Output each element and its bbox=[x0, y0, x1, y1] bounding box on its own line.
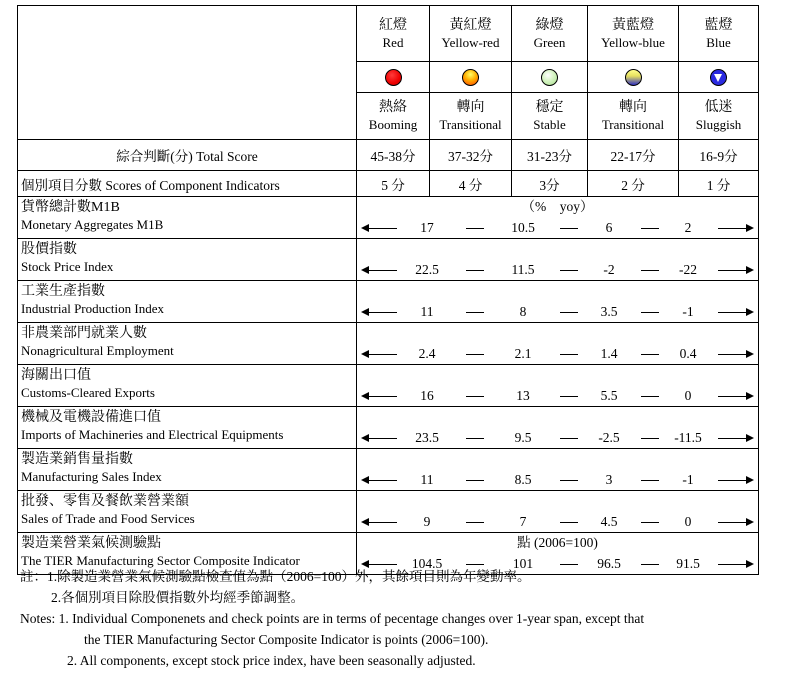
indicator-row bbox=[18, 197, 759, 239]
light-cell-yellow-red bbox=[430, 62, 512, 93]
component-score-row bbox=[18, 171, 759, 197]
component-score-value: 5 分 bbox=[357, 171, 430, 197]
check-point-value: 0.4 bbox=[679, 346, 697, 361]
check-point-value: 3 bbox=[605, 472, 613, 487]
state-en: Stable bbox=[533, 117, 566, 132]
indicator-name bbox=[18, 449, 357, 491]
indicator-values bbox=[357, 323, 759, 365]
check-point-value: 101 bbox=[512, 556, 534, 571]
check-point-value: 22.5 bbox=[415, 262, 439, 277]
check-point-value: -11.5 bbox=[674, 430, 702, 445]
indicator-name-zh: 非農業部門就業人數 bbox=[21, 326, 147, 341]
signal-name-en: Yellow-red bbox=[441, 34, 500, 50]
state-en: Booming bbox=[368, 117, 418, 132]
check-point-value: 2.1 bbox=[514, 346, 532, 361]
indicator-name-zh: 製造業營業氣候測驗點 bbox=[21, 536, 161, 551]
indicator-row bbox=[18, 491, 759, 533]
yellow-red-light-icon bbox=[462, 69, 479, 86]
total-score-value: 31-23分 bbox=[512, 140, 588, 171]
indicator-name-en: Industrial Production Index bbox=[21, 301, 164, 316]
indicator-name-en: Imports of Machineries and Electrical Equipments bbox=[21, 427, 284, 442]
check-point-value: 1.4 bbox=[600, 346, 618, 361]
indicator-row bbox=[18, 281, 759, 323]
header-empty-cell bbox=[18, 6, 357, 140]
note-en-2: 2. All components, except stock price index, have been seasonally adjusted. bbox=[67, 653, 476, 668]
total-score-row bbox=[18, 140, 759, 171]
check-point-value: 104.5 bbox=[411, 556, 443, 571]
note-zh-2: 2.各個別項目除股價指數外均經季節調整。 bbox=[51, 590, 305, 605]
check-point-value: 11.5 bbox=[511, 262, 535, 277]
indicator-name-zh: 工業生產指數 bbox=[21, 284, 105, 299]
indicator-values bbox=[357, 197, 759, 239]
indicator-name-en: The TIER Manufacturing Sector Composite Indicator bbox=[21, 553, 300, 568]
check-point-value: 6 bbox=[605, 220, 613, 235]
check-point-value: 3.5 bbox=[600, 304, 618, 319]
indicator-values bbox=[357, 491, 759, 533]
indicator-name-zh: 股價指數 bbox=[21, 242, 77, 257]
total-score-value: 16-9分 bbox=[679, 140, 759, 171]
signal-name-zh: 藍燈 bbox=[704, 17, 733, 33]
check-point-value: 91.5 bbox=[676, 556, 700, 571]
signal-header-yellow-red bbox=[430, 6, 512, 62]
signal-header-yellow-blue bbox=[588, 6, 679, 62]
indicator-name-en: Customs-Cleared Exports bbox=[21, 385, 155, 400]
blue-light-icon bbox=[710, 69, 727, 86]
note-en-1-cont: the TIER Manufacturing Sector Composite Indicator is points (2006=100). bbox=[84, 632, 489, 647]
indicator-name bbox=[18, 281, 357, 323]
indicator-name bbox=[18, 491, 357, 533]
state-zh: 低迷 bbox=[704, 100, 733, 115]
signal-name-en: Blue bbox=[706, 34, 731, 50]
indicator-values bbox=[357, 449, 759, 491]
indicator-name-zh: 海關出口值 bbox=[21, 368, 91, 383]
check-point-value: 10.5 bbox=[511, 220, 535, 235]
check-point-value: 11 bbox=[420, 304, 434, 319]
light-cell-yellow-blue bbox=[588, 62, 679, 93]
light-cell-red bbox=[357, 62, 430, 93]
indicator-name bbox=[18, 365, 357, 407]
check-point-value: -2.5 bbox=[598, 430, 620, 445]
note-zh-1: 註：1.除製造業營業氣候測驗點檢查值為點（2006=100）外，其餘項目則為年變動率。 bbox=[20, 569, 531, 584]
indicator-name-en: Monetary Aggregates M1B bbox=[21, 217, 164, 232]
check-point-value: -22 bbox=[679, 262, 697, 277]
check-point-value: 5.5 bbox=[600, 388, 618, 403]
signal-name-zh: 綠燈 bbox=[535, 17, 564, 33]
check-point-value: 8.5 bbox=[514, 472, 532, 487]
state-en: Transitional bbox=[601, 117, 665, 132]
state-cell-green bbox=[512, 93, 588, 140]
check-point-value: 23.5 bbox=[415, 430, 439, 445]
indicator-row bbox=[18, 239, 759, 281]
total-score-value: 22-17分 bbox=[588, 140, 679, 171]
indicator-name-zh: 機械及電機設備進口值 bbox=[21, 410, 161, 425]
check-point-value: 13 bbox=[516, 388, 530, 403]
indicator-name bbox=[18, 197, 357, 239]
check-point-value: -1 bbox=[682, 304, 694, 319]
indicator-name bbox=[18, 407, 357, 449]
state-cell-red bbox=[357, 93, 430, 140]
indicator-values bbox=[357, 281, 759, 323]
signal-name-en: Yellow-blue bbox=[601, 34, 665, 50]
total-score-value: 45-38分 bbox=[357, 140, 430, 171]
indicator-name-en: Sales of Trade and Food Services bbox=[21, 511, 195, 526]
check-point-value: 96.5 bbox=[597, 556, 621, 571]
check-point-value: 2 bbox=[684, 220, 692, 235]
indicator-name bbox=[18, 239, 357, 281]
red-light-icon bbox=[385, 69, 402, 86]
signal-name-en: Red bbox=[382, 34, 404, 50]
indicator-name-zh: 貨幣總計數M1B bbox=[21, 200, 120, 215]
indicator-row bbox=[18, 449, 759, 491]
state-cell-yellow-blue bbox=[588, 93, 679, 140]
indicator-name-zh: 製造業銷售量指數 bbox=[21, 452, 133, 467]
state-cell-blue bbox=[679, 93, 759, 140]
check-point-value: 0 bbox=[684, 388, 692, 403]
signal-header-blue bbox=[679, 6, 759, 62]
green-light-icon bbox=[541, 69, 558, 86]
indicator-values bbox=[357, 407, 759, 449]
check-point-value: 9.5 bbox=[514, 430, 532, 445]
check-point-value: -1 bbox=[682, 472, 694, 487]
total-score-label: 綜合判斷(分) Total Score bbox=[18, 140, 357, 171]
state-zh: 熱絡 bbox=[379, 100, 407, 115]
light-cell-green bbox=[512, 62, 588, 93]
check-point-value: 4.5 bbox=[600, 514, 618, 529]
unit-label-points: 點 (2006=100) bbox=[517, 535, 598, 550]
light-cell-blue bbox=[679, 62, 759, 93]
check-point-value: 2.4 bbox=[418, 346, 436, 361]
indicator-name bbox=[18, 323, 357, 365]
total-score-value: 37-32分 bbox=[430, 140, 512, 171]
component-score-value: 2 分 bbox=[588, 171, 679, 197]
indicator-name-en: Manufacturing Sales Index bbox=[21, 469, 162, 484]
check-point-value: 8 bbox=[519, 304, 527, 319]
state-zh: 轉向 bbox=[456, 100, 485, 115]
check-point-value: 0 bbox=[684, 514, 692, 529]
signal-name-zh: 紅燈 bbox=[379, 17, 407, 33]
component-score-value: 3分 bbox=[512, 171, 588, 197]
signal-name-zh: 黃紅燈 bbox=[449, 17, 492, 33]
yellow-blue-light-icon bbox=[625, 69, 642, 86]
check-point-value: 9 bbox=[423, 514, 431, 529]
state-en: Transitional bbox=[439, 117, 502, 132]
indicator-row bbox=[18, 407, 759, 449]
indicator-values bbox=[357, 239, 759, 281]
indicator-values bbox=[357, 365, 759, 407]
indicator-row bbox=[18, 323, 759, 365]
component-score-value: 4 分 bbox=[430, 171, 512, 197]
signal-header-red bbox=[357, 6, 430, 62]
monitoring-indicators-table bbox=[17, 5, 759, 575]
table-notes bbox=[20, 566, 780, 671]
unit-label-yoy: （% yoy） bbox=[521, 199, 594, 214]
state-zh: 穩定 bbox=[535, 100, 564, 115]
indicator-name-en: Stock Price Index bbox=[21, 259, 114, 274]
check-point-value: 17 bbox=[420, 220, 434, 235]
signal-name-en: Green bbox=[533, 34, 566, 50]
check-point-value: 7 bbox=[519, 514, 527, 529]
indicator-row bbox=[18, 365, 759, 407]
signal-name-zh: 黃藍燈 bbox=[612, 17, 654, 33]
check-point-value: 16 bbox=[420, 388, 434, 403]
component-score-label: 個別項目分數 Scores of Component Indicators bbox=[18, 171, 357, 197]
state-cell-yellow-red bbox=[430, 93, 512, 140]
indicator-name-en: Nonagricultural Employment bbox=[21, 343, 174, 358]
state-en: Sluggish bbox=[695, 117, 742, 132]
indicator-name-zh: 批發、零售及餐飲業營業額 bbox=[21, 494, 189, 509]
note-en-1: Notes: 1. Individual Componenets and check points are in terms of pecentage changes over 1-year span, except that bbox=[20, 611, 645, 626]
check-point-value: -2 bbox=[603, 262, 615, 277]
signal-header-green bbox=[512, 6, 588, 62]
state-zh: 轉向 bbox=[619, 100, 647, 115]
component-score-value: 1 分 bbox=[679, 171, 759, 197]
check-point-value: 11 bbox=[420, 472, 434, 487]
